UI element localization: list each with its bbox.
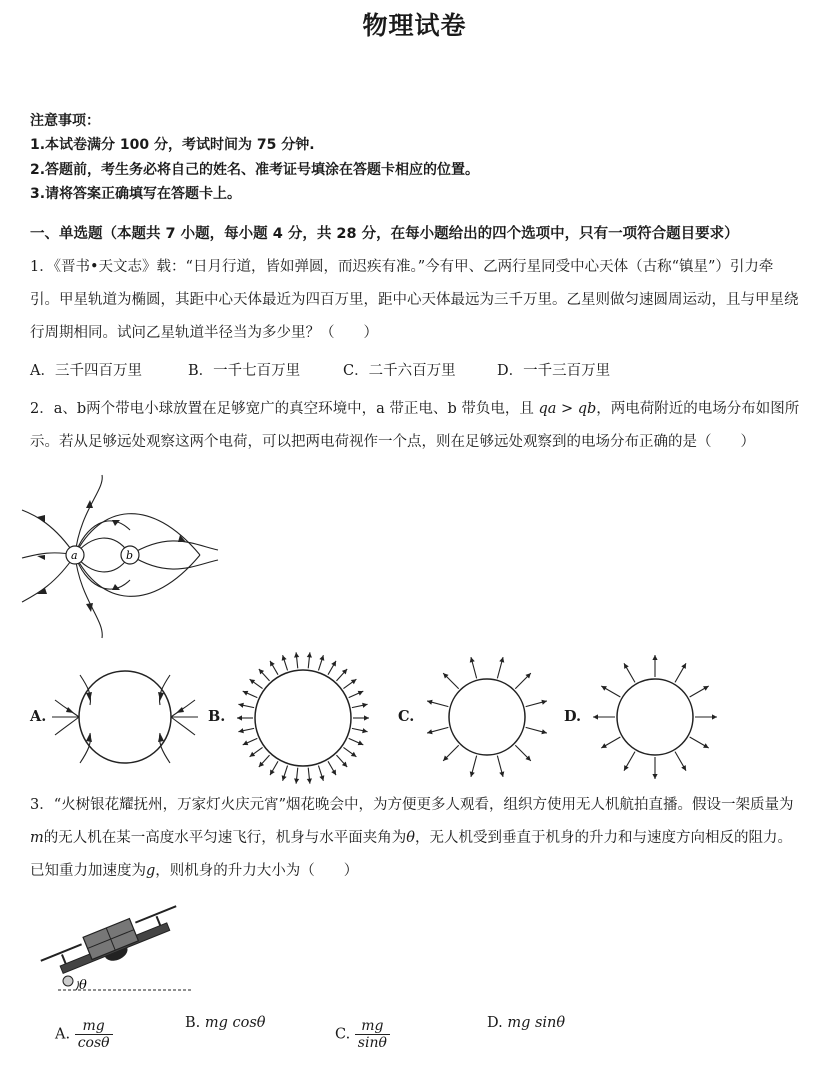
q3-text-part1: 3．“火树银花耀抚州，万家灯火庆元宵”烟花晚会中，为方便更多人观看，组织方使用无人机航拍直播。假设一架质量为	[30, 797, 794, 813]
field-arrowhead	[712, 714, 717, 719]
notice-item-1: 1.本试卷满分 100 分，考试时间为 75 分钟.	[30, 137, 315, 153]
field-arrowhead	[427, 700, 433, 705]
notice-item-3: 3.请将答案正确填写在答题卡上。	[30, 186, 242, 202]
q3-var-g: g	[146, 863, 156, 879]
q3-text-part2: 的无人机在某一高度水平匀速飞行，机身与水平面夹角为	[43, 830, 407, 846]
q2-text-part2: a 带正电、	[376, 401, 448, 417]
field-arrowhead	[593, 714, 598, 719]
q3-text-part3: ，无人机受到垂直于机身的升力和与速度方向相反的阻力。已知重力加速度为	[30, 830, 792, 879]
q2-condition: qa > qb	[538, 401, 597, 417]
q3-option-c-denominator: sinθ	[357, 1035, 387, 1051]
q2-option-d-label: D.	[564, 708, 582, 725]
field-arrowhead	[237, 715, 242, 720]
charge-a-label: a	[71, 549, 78, 562]
q1-option-b: B．一千七百万里	[188, 363, 301, 379]
field-arrowhead	[499, 771, 504, 777]
field-arrowhead	[238, 703, 243, 708]
q2-option-c-diagram	[420, 652, 555, 782]
q2-option-a-diagram	[50, 655, 200, 780]
question-1-text: 1．《晋书•天文志》载：“日月行道，皆如弹圆，而迟疾有准。”今有甲、乙两行星同受中心天体（古称“镇星”）引力牵引。甲星轨道为椭圆，其距中心天体最近为四百万里，距中心天体最远为三千万里。乙星则做匀速圆周运动，且与甲星绕行周期相同。试问乙星轨道半径当为多少里？（ ）	[30, 259, 799, 341]
question-3-text	[30, 789, 800, 888]
field-arrowhead	[250, 679, 256, 684]
q3-option-a-numerator: mg	[75, 1018, 113, 1035]
field-arrowhead	[351, 752, 357, 757]
field-arrowhead	[362, 703, 367, 708]
q3-option-c-fraction	[355, 1018, 390, 1051]
q2-option-d-diagram	[588, 652, 723, 782]
q1-option-c: C．二千六百万里	[343, 363, 456, 379]
field-arrowhead	[541, 729, 547, 734]
q3-text-part4: ，则机身的升力大小为（ ）	[155, 863, 359, 879]
notice-item-2: 2.答题前，考生务必将自己的姓名、准考证号填涂在答题卡相应的位置。	[30, 162, 480, 178]
q2-option-b-label: B.	[208, 708, 226, 725]
drone-diagram	[28, 895, 198, 1000]
q1-option-d: D．一千三百万里	[497, 363, 611, 379]
notice-heading: 注意事项：	[30, 113, 100, 129]
field-arrowhead	[470, 771, 475, 777]
q3-var-m: m	[30, 830, 44, 846]
question-2-text	[30, 393, 800, 459]
charge-b-label: b	[126, 549, 134, 562]
q1-option-a: A．三千四百万里	[30, 363, 142, 379]
q3-option-c-numerator: mg	[355, 1018, 390, 1035]
q3-option-b-label: B.	[185, 1015, 201, 1031]
field-arrowhead	[652, 774, 657, 779]
field-arrowhead	[652, 655, 657, 660]
angle-theta-label: θ	[79, 978, 87, 993]
field-arrowhead	[364, 715, 369, 720]
q3-option-a-fraction	[75, 1018, 113, 1051]
page-title: 物理试卷	[362, 11, 467, 40]
field-arrowhead	[499, 657, 504, 663]
field-arrowhead	[238, 728, 243, 733]
q2-option-b-diagram	[228, 650, 378, 785]
q3-option-c-label: C.	[335, 1026, 351, 1043]
q2-option-a-label: A.	[30, 708, 47, 725]
q2-text-part3: b 带负电，且	[447, 401, 539, 417]
q3-var-theta: θ	[406, 830, 415, 846]
q3-option-b-expr: mg cosθ	[204, 1015, 266, 1031]
field-arrowhead	[541, 700, 547, 705]
q3-option-a-denominator: cosθ	[77, 1035, 110, 1051]
field-arrowhead	[362, 728, 367, 733]
section-heading: 一、单选题（本题共 7 小题，每小题 4 分，共 28 分，在每小题给出的四个选项中，只有一项符合题目要求）	[30, 226, 739, 242]
q2-option-c-label: C.	[398, 708, 415, 725]
q3-option-d	[487, 1015, 565, 1031]
field-arrowhead	[250, 752, 256, 757]
q2-text-part4: ，两电荷附近的电场分布如图所示。若从足够远处观察这两个电荷，可以把两电荷视作一个点，则在足够远处观察到的电场分布正确的是（ ）	[30, 401, 800, 450]
dipole-field-diagram	[20, 470, 220, 640]
q3-option-a-label: A.	[55, 1026, 71, 1043]
q3-option-b	[185, 1015, 266, 1031]
q3-option-c	[335, 1018, 390, 1051]
field-arrowhead	[470, 657, 475, 663]
q3-option-a	[55, 1018, 113, 1051]
q2-text-part1: a、b两个带电小球放置在足够宽广的真空环境中，	[53, 401, 377, 417]
q3-option-d-label: D.	[487, 1015, 503, 1031]
field-arrowhead	[351, 679, 357, 684]
q2-number: 2．	[30, 401, 54, 417]
field-arrowhead	[427, 729, 433, 734]
q3-option-d-expr: mg sinθ	[507, 1015, 566, 1031]
